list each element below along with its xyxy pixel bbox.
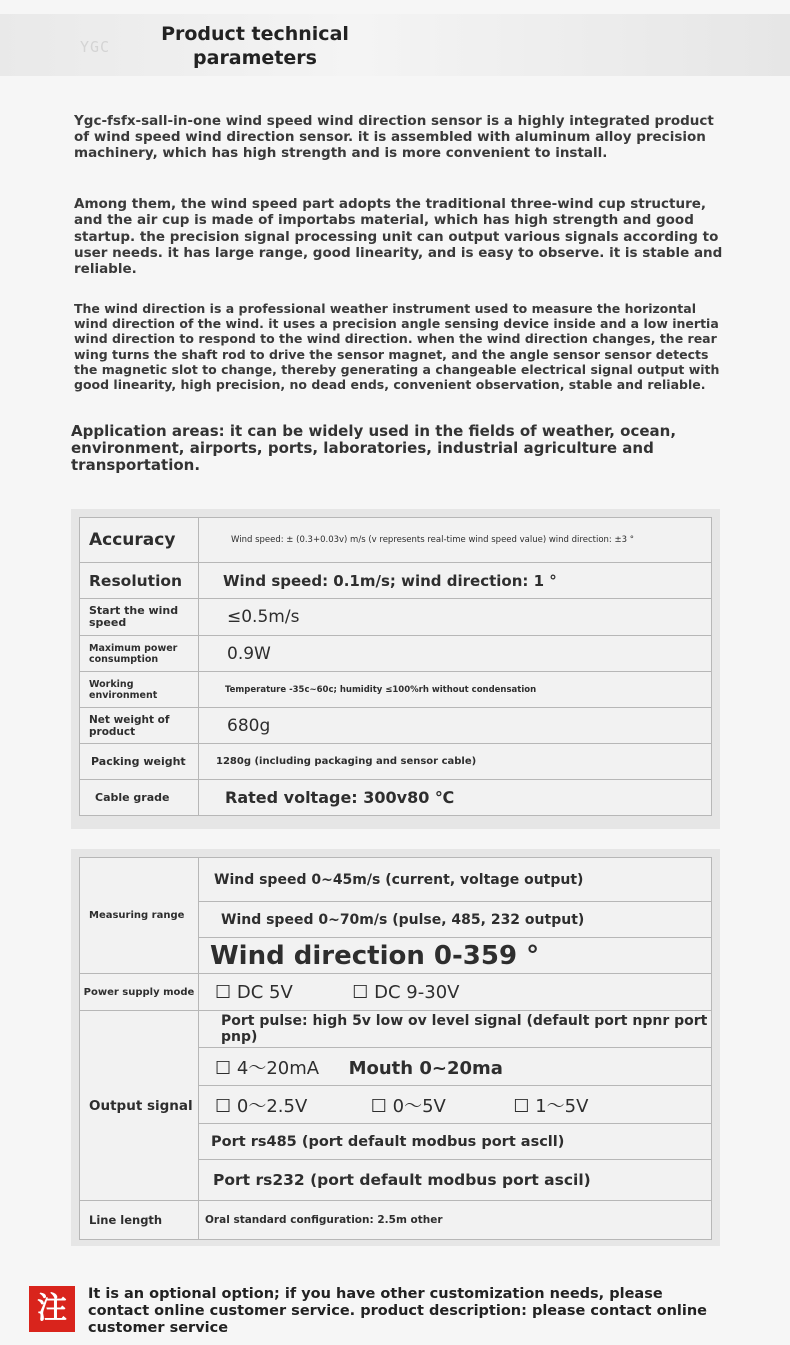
table-row: [80, 1201, 712, 1240]
output-voltage-options: [199, 1086, 712, 1124]
output-pulse: Port pulse: high 5v low ov level signal (default port npnr port pnp): [199, 1011, 712, 1048]
checkbox-icon: ☐: [370, 1095, 387, 1117]
power-consumption-value: 0.9W: [199, 636, 712, 672]
intro-paragraph-1: Ygc-fsfx-sall-in-one wind speed wind direction sensor is a highly integrated product of wind speed wind direction sensor. it is assembled with aluminum alloy precision machinery, which has high strength and is more convenient to install.: [74, 113, 714, 161]
net-weight-value: 680g: [199, 708, 712, 744]
cable-grade-label: Cable grade: [80, 780, 199, 816]
supply-dc9-30v-label: DC 9-30V: [374, 981, 460, 1003]
range-wind-direction: Wind direction 0-359 °: [199, 938, 712, 974]
output-0-5v-label: 0～5V: [392, 1095, 446, 1117]
checkbox-icon: ☐: [513, 1095, 530, 1117]
note-icon: 注: [29, 1286, 75, 1332]
page-title: Product technical parameters: [161, 23, 349, 69]
table-row: [80, 780, 712, 816]
supply-dc5v-label: DC 5V: [236, 981, 293, 1003]
output-4-20ma-label: 4～20mA: [236, 1057, 320, 1079]
accuracy-value: Wind speed: ± (0.3+0.03v) m/s (v represents real-time wind speed value) wind direction: ±3 °: [199, 518, 712, 563]
intro-paragraph-3: The wind direction is a professional weather instrument used to measure the horizontal wind direction of the wind. it uses a precision angle sensing device inside and a low inertia wind direction to respond to the wind direction. when the wind direction changes, the rear wing turns the shaft rod to drive the sensor magnet, and the angle sensor sensor detects the magnetic slot to change, thereby generating a changeable electrical signal output with good linearity, high precision, no dead ends, convenient observation, stable and reliable.: [74, 301, 720, 393]
range-wind-speed-current: Wind speed 0~45m/s (current, voltage output): [199, 858, 712, 902]
table-row: [80, 672, 712, 708]
measuring-range-label: Measuring range: [80, 858, 199, 974]
brand-logo: YGC: [80, 38, 111, 56]
table-row: [80, 744, 712, 780]
table-row: [80, 708, 712, 744]
power-consumption-label: Maximum power consumption: [80, 636, 199, 672]
start-wind-speed-label: Start the wind speed: [80, 599, 199, 636]
note-text: It is an optional option; if you have other customization needs, please contact online customer service. product description: please contact online customer service: [88, 1286, 707, 1336]
checkbox-icon: ☐: [215, 1057, 232, 1079]
working-environment-label: Working environment: [80, 672, 199, 708]
output-1-5v-label: 1～5V: [535, 1095, 589, 1117]
range-wind-speed-pulse: Wind speed 0~70m/s (pulse, 485, 232 output): [199, 902, 712, 938]
table-row: [80, 599, 712, 636]
cable-grade-value: Rated voltage: 300v80 ℃: [199, 780, 712, 816]
table-row: [80, 518, 712, 563]
accuracy-label: Accuracy: [80, 518, 199, 563]
line-length-label: Line length: [80, 1201, 199, 1240]
spec-panel-signal: [71, 849, 720, 1246]
power-supply-options: [199, 974, 712, 1011]
working-environment-value: Temperature -35c~60c; humidity ≤100%rh without condensation: [199, 672, 712, 708]
resolution-label: Resolution: [80, 563, 199, 599]
packing-weight-value: 1280g (including packaging and sensor cable): [199, 744, 712, 780]
output-rs485: Port rs485 (port default modbus port ascll): [199, 1124, 712, 1160]
output-0-2-5v-label: 0～2.5V: [236, 1095, 308, 1117]
table-row: [80, 636, 712, 672]
output-current-options: [199, 1048, 712, 1086]
table-row: [80, 563, 712, 599]
checkbox-icon: ☐: [352, 981, 369, 1003]
output-mouth-0-20ma-label: Mouth 0~20ma: [348, 1057, 503, 1079]
resolution-value: Wind speed: 0.1m/s; wind direction: 1 °: [199, 563, 712, 599]
net-weight-label: Net weight of product: [80, 708, 199, 744]
line-length-value: Oral standard configuration: 2.5m other: [199, 1201, 712, 1240]
table-row: [80, 858, 712, 902]
start-wind-speed-value: ≤0.5m/s: [199, 599, 712, 636]
checkbox-icon: ☐: [215, 1095, 232, 1117]
header-band: [0, 14, 790, 76]
output-signal-label: Output signal: [80, 1011, 199, 1201]
power-supply-label: Power supply mode: [80, 974, 199, 1011]
intro-paragraph-2: Among them, the wind speed part adopts the traditional three-wind cup structure, and the air cup is made of importabs material, which has high strength and good startup. the precision signal processing unit can output various signals according to user needs. it has large range, good linearity, and is easy to observe. it is stable and reliable.: [74, 196, 723, 278]
packing-weight-label: Packing weight: [80, 744, 199, 780]
checkbox-icon: ☐: [215, 981, 232, 1003]
application-areas: Application areas: it can be widely used in the fields of weather, ocean, environment, airports, ports, laboratories, industrial agriculture and transportation.: [71, 422, 677, 474]
table-row: [80, 1011, 712, 1048]
table-row: [80, 974, 712, 1011]
spec-table-signal: [79, 857, 712, 1240]
output-rs232: Port rs232 (port default modbus port ascil): [199, 1160, 712, 1201]
spec-panel-basic: [71, 509, 720, 829]
spec-table-basic: [79, 517, 712, 816]
